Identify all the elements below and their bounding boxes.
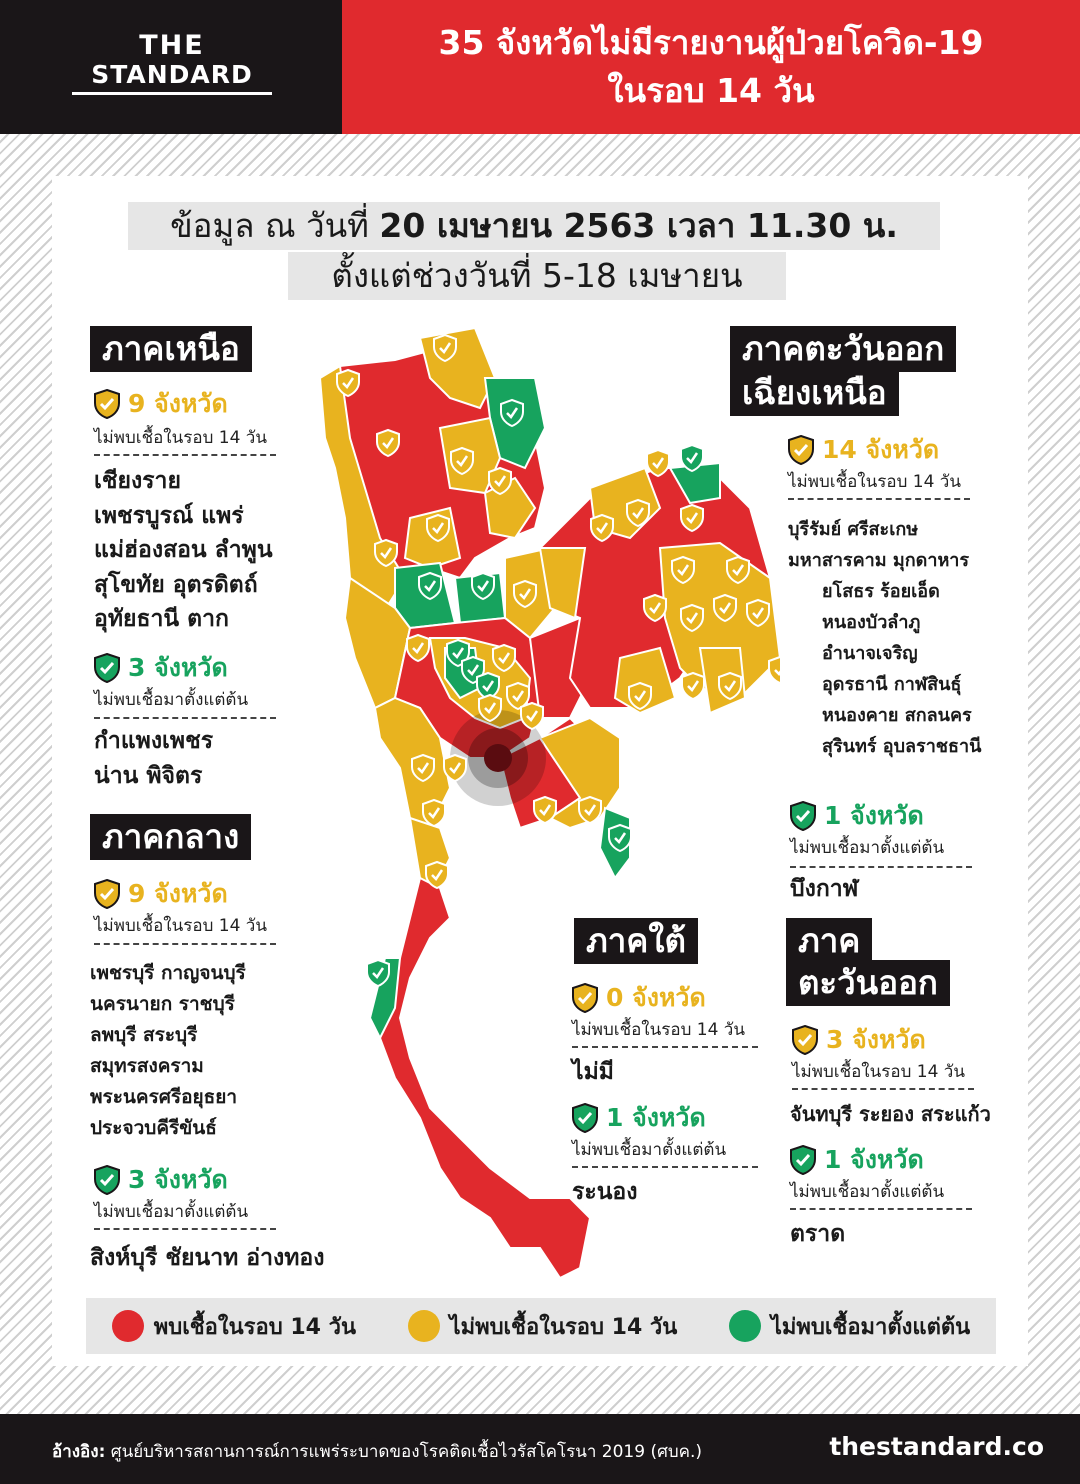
legend-yellow	[408, 1309, 678, 1344]
province-line: บึงกาฬ	[790, 876, 859, 902]
province-line: พระนครศรีอยุธยา	[90, 1086, 238, 1108]
northeast-green-list	[790, 872, 858, 906]
divider	[790, 1208, 972, 1210]
province-line: ประจวบคีรีขันธ์	[90, 1117, 217, 1139]
province-line: น่าน พิจิตร	[94, 763, 203, 789]
province-line: เชียงราย	[94, 468, 181, 494]
central-yellow-list	[90, 958, 246, 1144]
south-yellow-count	[572, 978, 706, 1018]
east-green-list	[790, 1216, 845, 1252]
province-line: หนองคาย สกลนคร	[822, 705, 972, 726]
source-text: ศูนย์บริหารสถานการณ์การแพร่ระบาดของโรคติดเชื้อไวรัสโคโรนา 2019 (ศบค.)	[105, 1442, 703, 1462]
province-line: สมุทรสงคราม	[90, 1055, 204, 1077]
page-title-line-2: ในรอบ 14 วัน	[607, 71, 815, 110]
north-green-count-text: 3 จังหวัด	[128, 653, 228, 682]
divider	[788, 498, 970, 500]
shield-green-icon	[572, 1103, 598, 1133]
legend-green	[729, 1309, 970, 1344]
shield-yellow-icon	[788, 435, 814, 465]
divider	[790, 866, 972, 868]
province-line: บุรีรัมย์ ศรีสะเกษ	[788, 519, 919, 540]
central-yellow-count-text: 9 จังหวัด	[128, 879, 228, 908]
province-line: สุโขทัย อุตรดิตถ์	[94, 571, 258, 598]
legend-red	[112, 1309, 356, 1344]
map-shield-yellow-icon	[682, 673, 704, 699]
north-green-sub: ไม่พบเชื้อมาตั้งแต่ต้น	[94, 690, 249, 710]
east-yellow-count	[792, 1020, 926, 1060]
logo-line-2: STANDARD	[72, 60, 272, 95]
shield-green-icon	[94, 653, 120, 683]
shield-yellow-icon	[94, 389, 120, 419]
south-yellow-list	[572, 1054, 614, 1090]
site-url: thestandard.co	[829, 1432, 1044, 1461]
east-yellow-list	[790, 1096, 991, 1132]
source-label: อ้างอิง:	[52, 1442, 106, 1462]
east-green-sub: ไม่พบเชื้อมาตั้งแต่ต้น	[790, 1182, 945, 1202]
northeast-yellow-count-text: 14 จังหวัด	[822, 435, 940, 464]
central-green-count	[94, 1160, 228, 1200]
province-line: เพชรบูรณ์ แพร่	[94, 502, 244, 529]
north-green-count	[94, 648, 228, 688]
northeast-title-line-1: ภาคตะวันออก	[730, 326, 956, 372]
province-line: สุรินทร์ อุบลราชธานี	[822, 736, 982, 757]
the-standard-logo	[72, 32, 272, 95]
east-green-count	[790, 1140, 924, 1180]
east-title-line-1: ภาค	[786, 918, 872, 964]
date-info	[128, 202, 940, 250]
divider	[94, 943, 276, 945]
province-line: ระนอง	[572, 1179, 638, 1205]
shield-yellow-icon	[792, 1025, 818, 1055]
east-yellow-sub: ไม่พบเชื้อในรอบ 14 วัน	[792, 1062, 965, 1082]
divider	[572, 1166, 758, 1168]
divider	[572, 1046, 758, 1048]
central-yellow-count	[94, 874, 228, 914]
header-title-panel	[342, 0, 1080, 134]
footer	[0, 1414, 1080, 1484]
central-green-count-text: 3 จังหวัด	[128, 1165, 228, 1194]
date-value: 20 เมษายน 2563 เวลา 11.30 น.	[379, 206, 898, 245]
east-yellow-count-text: 3 จังหวัด	[826, 1025, 926, 1054]
date-range: ตั้งแต่ช่วงวันที่ 5-18 เมษายน	[288, 252, 786, 300]
map-shield-yellow-icon	[769, 657, 780, 683]
shield-green-icon	[790, 1145, 816, 1175]
header-logo-panel	[0, 0, 342, 134]
north-yellow-list	[94, 464, 273, 637]
province-line: จันทบุรี ระยอง สระแก้ว	[790, 1102, 991, 1126]
south-green-count-text: 1 จังหวัด	[606, 1103, 706, 1132]
shield-green-icon	[94, 1165, 120, 1195]
province-line: ลพบุรี สระบุรี	[90, 1024, 198, 1046]
legend-red-label: พบเชื้อในรอบ 14 วัน	[153, 1314, 356, 1340]
south-title: ภาคใต้	[574, 918, 698, 964]
red-dot-icon	[112, 1310, 144, 1342]
central-title: ภาคกลาง	[90, 814, 251, 860]
south-green-sub: ไม่พบเชื้อมาตั้งแต่ต้น	[572, 1140, 727, 1160]
northeast-yellow-sub: ไม่พบเชื้อในรอบ 14 วัน	[788, 472, 961, 492]
legend-green-label: ไม่พบเชื้อมาตั้งแต่ต้น	[770, 1314, 971, 1340]
south-green-list	[572, 1174, 637, 1210]
province-line: มหาสารคาม มุกดาหาร	[788, 550, 970, 571]
yellow-dot-icon	[408, 1310, 440, 1342]
central-green-list	[90, 1240, 324, 1276]
north-yellow-count	[94, 384, 228, 424]
province-line: อำนาจเจริญ	[822, 643, 918, 664]
legend-yellow-label: ไม่พบเชื้อในรอบ 14 วัน	[449, 1314, 678, 1340]
province-line: อุดรธานี กาฬสินธุ์	[822, 674, 962, 695]
map-legend	[86, 1298, 996, 1354]
province-line: แม่ฮ่องสอน ลำพูน	[94, 537, 273, 563]
east-title-line-2: ตะวันออก	[786, 960, 950, 1006]
south-yellow-count-text: 0 จังหวัด	[606, 983, 706, 1012]
source-citation	[52, 1438, 702, 1465]
northeast-yellow-count	[788, 430, 939, 470]
green-dot-icon	[729, 1310, 761, 1342]
northeast-green-sub: ไม่พบเชื้อมาตั้งแต่ต้น	[790, 838, 945, 858]
northeast-yellow-list	[788, 514, 981, 762]
province-line: ตราด	[790, 1221, 846, 1247]
shield-yellow-icon	[94, 879, 120, 909]
province-line: กำแพงเพชร	[94, 728, 214, 754]
divider	[94, 1228, 276, 1230]
northeast-title-line-2: เฉียงเหนือ	[730, 370, 899, 416]
northeast-green-count	[790, 796, 924, 836]
province-line: หนองบัวลำภู	[822, 612, 921, 633]
divider	[94, 454, 276, 456]
south-yellow-sub: ไม่พบเชื้อในรอบ 14 วัน	[572, 1020, 745, 1040]
date-prefix: ข้อมูล ณ วันที่	[170, 206, 380, 245]
province-line: สิงห์บุรี ชัยนาท อ่างทอง	[90, 1245, 325, 1271]
logo-line-1: THE	[139, 30, 205, 61]
map-peninsula-red	[380, 878, 590, 1278]
shield-green-icon	[790, 801, 816, 831]
province-line: นครนายก ราชบุรี	[90, 993, 235, 1015]
east-green-count-text: 1 จังหวัด	[824, 1145, 924, 1174]
map-bangkok-center	[484, 744, 512, 772]
north-title: ภาคเหนือ	[90, 326, 252, 372]
province-line: เพชรบุรี กาญจนบุรี	[90, 962, 246, 984]
north-green-list	[94, 724, 213, 794]
central-green-sub: ไม่พบเชื้อมาตั้งแต่ต้น	[94, 1202, 249, 1222]
north-yellow-count-text: 9 จังหวัด	[128, 389, 228, 418]
province-line: ไม่มี	[572, 1059, 614, 1085]
page-title-line-1: 35 จังหวัดไม่มีรายงานผู้ป่วยโควิด-19	[438, 23, 984, 62]
south-green-count	[572, 1098, 706, 1138]
province-line: ยโสธร ร้อยเอ็ด	[822, 581, 940, 602]
shield-yellow-icon	[572, 983, 598, 1013]
central-yellow-sub: ไม่พบเชื้อในรอบ 14 วัน	[94, 916, 267, 936]
divider	[94, 717, 276, 719]
north-yellow-sub: ไม่พบเชื้อในรอบ 14 วัน	[94, 428, 267, 448]
northeast-green-count-text: 1 จังหวัด	[824, 801, 924, 830]
divider	[792, 1088, 974, 1090]
province-line: อุทัยธานี ตาก	[94, 606, 229, 632]
